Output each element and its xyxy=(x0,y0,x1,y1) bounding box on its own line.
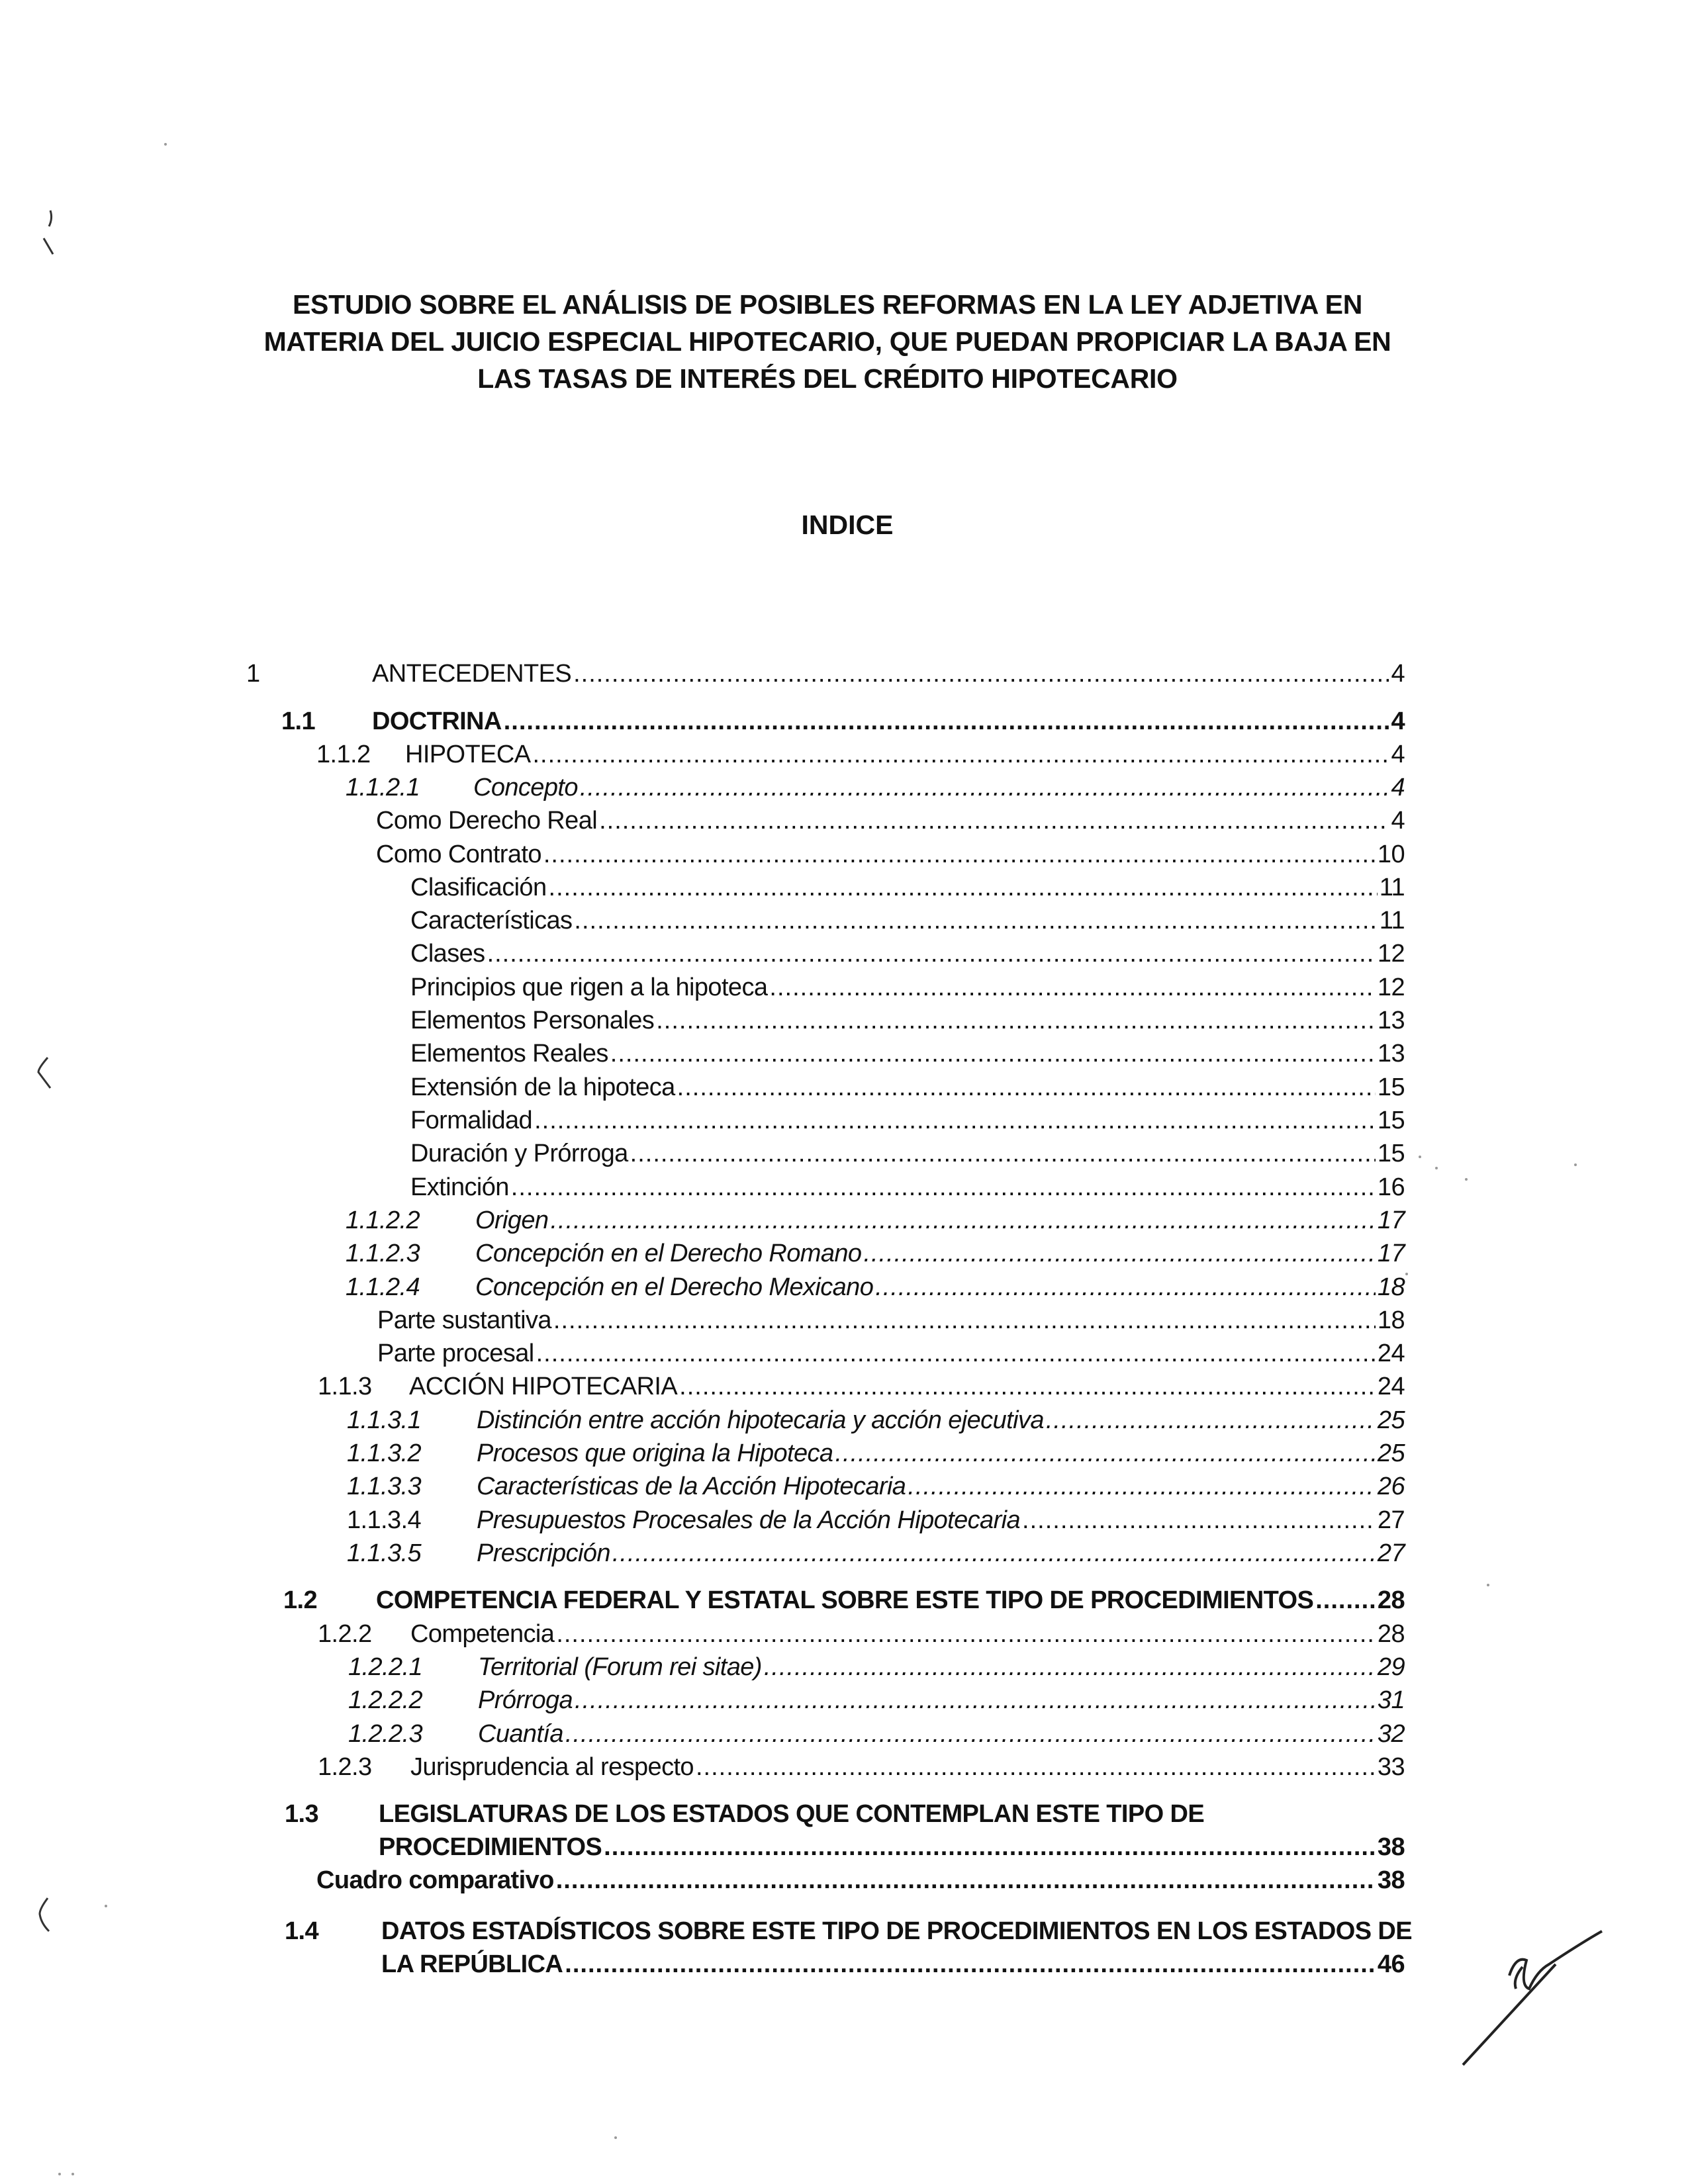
title-line-3: LAS TASAS DE INTERÉS DEL CRÉDITO HIPOTECARIO xyxy=(477,363,1178,394)
toc-page-number: 46 xyxy=(1377,1950,1405,1978)
toc-page-number: 11 xyxy=(1379,874,1405,901)
toc-label: ANTECEDENTES xyxy=(372,660,572,688)
toc-label: Presupuestos Procesales de la Acción Hipotecaria xyxy=(477,1506,1021,1534)
toc-number: 1.2 xyxy=(283,1586,318,1614)
scan-speck xyxy=(58,143,1577,2175)
toc-label: Concepto xyxy=(473,774,578,801)
toc-number: 1.2.2 xyxy=(318,1620,372,1648)
toc-page-number: 10 xyxy=(1377,841,1405,868)
toc-page-number: 33 xyxy=(1377,1753,1405,1781)
toc-page-number: 13 xyxy=(1377,1040,1405,1068)
toc-number: 1.1.3.2 xyxy=(347,1439,422,1467)
toc-label: DOCTRINA xyxy=(372,707,502,735)
toc-label: HIPOTECA xyxy=(405,741,531,768)
toc-number: 1.1.2 xyxy=(316,741,371,768)
toc-label: Elementos Personales xyxy=(410,1007,655,1034)
toc-page-number: 38 xyxy=(1377,1866,1405,1894)
toc-page-number: 18 xyxy=(1377,1306,1405,1334)
toc-label: Duración y Prórroga xyxy=(410,1140,628,1167)
toc-label-line-1: LEGISLATURAS DE LOS ESTADOS QUE CONTEMPLAN ESTE TIPO DE xyxy=(379,1800,1205,1828)
toc-label: Clases xyxy=(410,940,485,968)
toc-label: Competencia xyxy=(410,1620,555,1648)
toc-label: Clasificación xyxy=(410,874,547,901)
toc-page-number: 31 xyxy=(1377,1686,1405,1714)
title-line-2: MATERIA DEL JUICIO ESPECIAL HIPOTECARIO, QUE PUEDAN PROPICIAR LA BAJA EN xyxy=(263,326,1391,357)
toc-page-number: 27 xyxy=(1377,1539,1405,1567)
toc-label: Como Derecho Real xyxy=(376,807,598,835)
toc-number: 1.2.3 xyxy=(318,1753,372,1781)
toc-number: 1.1.2.1 xyxy=(346,774,420,801)
toc-label: Prescripción xyxy=(477,1539,610,1567)
title-line-1: ESTUDIO SOBRE EL ANÁLISIS DE POSIBLES REFORMAS EN LA LEY ADJETIVA EN xyxy=(292,289,1363,320)
toc-page-number: 27 xyxy=(1377,1506,1405,1534)
toc-number: 1.1.3.4 xyxy=(347,1506,422,1534)
toc-label: Extinción xyxy=(410,1173,509,1201)
toc-page-number: 18 xyxy=(1377,1273,1405,1301)
toc-page-number: 25 xyxy=(1377,1439,1405,1467)
toc-label: Concepción en el Derecho Mexicano xyxy=(475,1273,874,1301)
toc-page-number: 24 xyxy=(1377,1373,1405,1400)
toc-label: Origen xyxy=(475,1206,549,1234)
toc-label-line-1: DATOS ESTADÍSTICOS SOBRE ESTE TIPO DE PROCEDIMIENTOS EN LOS ESTADOS DE xyxy=(381,1917,1413,1945)
index-heading: INDICE xyxy=(801,510,894,540)
toc-page-number: 15 xyxy=(1377,1140,1405,1167)
toc-number: 1.1.3.3 xyxy=(347,1473,422,1500)
toc-page-number: 11 xyxy=(1379,907,1405,934)
toc-page-number: 32 xyxy=(1377,1720,1405,1748)
toc-label: Procesos que origina la Hipoteca xyxy=(477,1439,833,1467)
toc-label: Distinción entre acción hipotecaria y acción ejecutiva xyxy=(477,1406,1044,1434)
toc-number: 1.4 xyxy=(285,1917,319,1945)
toc-page-number: 12 xyxy=(1377,940,1405,968)
toc-label: ACCIÓN HIPOTECARIA xyxy=(409,1373,678,1400)
toc-page-number: 13 xyxy=(1377,1007,1405,1034)
toc-label: COMPETENCIA FEDERAL Y ESTATAL SOBRE ESTE TIPO DE PROCEDIMIENTOS xyxy=(376,1586,1314,1614)
toc-label: Parte sustantiva xyxy=(377,1306,551,1334)
signature-icon xyxy=(1463,1931,1602,2065)
toc-label: Principios que rigen a la hipoteca xyxy=(410,974,768,1001)
toc-page-number: 29 xyxy=(1377,1653,1405,1681)
toc-label: Elementos Reales xyxy=(410,1040,608,1068)
toc-number: 1.2.2.1 xyxy=(348,1653,423,1681)
toc-number: 1 xyxy=(246,660,260,688)
toc-label: Extensión de la hipoteca xyxy=(410,1073,675,1101)
toc-number: 1.1 xyxy=(281,707,316,735)
toc-number: 1.1.2.2 xyxy=(346,1206,420,1234)
toc-page-number: 17 xyxy=(1377,1206,1405,1234)
toc-page-number: 4 xyxy=(1391,660,1405,688)
toc-number: 1.1.3.5 xyxy=(347,1539,422,1567)
toc-page-number: 4 xyxy=(1391,774,1405,801)
toc-number: 1.1.3 xyxy=(318,1373,372,1400)
toc-page-number: 15 xyxy=(1377,1073,1405,1101)
toc-label: PROCEDIMIENTOS xyxy=(379,1833,602,1861)
toc-label: Características xyxy=(410,907,573,934)
toc-page-number: 4 xyxy=(1391,707,1405,735)
toc-number: 1.2.2.2 xyxy=(348,1686,423,1714)
toc-page-number: 16 xyxy=(1377,1173,1405,1201)
toc-number: 1.1.2.4 xyxy=(346,1273,420,1301)
toc-label: Cuadro comparativo xyxy=(316,1866,554,1894)
toc-number: 1.2.2.3 xyxy=(348,1720,423,1748)
toc-page-number: 4 xyxy=(1391,741,1405,768)
toc-page-number: 38 xyxy=(1377,1833,1405,1861)
toc-page-number: 4 xyxy=(1391,807,1405,835)
toc-page-number: 25 xyxy=(1377,1406,1405,1434)
toc-page-number: 28 xyxy=(1377,1586,1405,1614)
toc-page-number: 17 xyxy=(1377,1240,1405,1267)
toc-page-number: 28 xyxy=(1377,1620,1405,1648)
toc-number: 1.3 xyxy=(285,1800,319,1828)
toc-label: Prórroga xyxy=(478,1686,573,1714)
toc-label: LA REPÚBLICA xyxy=(381,1950,563,1978)
toc-label: Territorial (Forum rei sitae) xyxy=(478,1653,762,1681)
toc-number: 1.1.2.3 xyxy=(346,1240,420,1267)
toc-page-number: 12 xyxy=(1377,974,1405,1001)
toc-label: Como Contrato xyxy=(376,841,541,868)
toc-label: Formalidad xyxy=(410,1107,533,1134)
toc-label: Concepción en el Derecho Romano xyxy=(475,1240,862,1267)
toc-page-number: 15 xyxy=(1377,1107,1405,1134)
margin-pen-mark xyxy=(38,210,53,1931)
toc-page-number: 24 xyxy=(1377,1340,1405,1367)
toc-label: Parte procesal xyxy=(377,1340,534,1367)
toc-label: Jurisprudencia al respecto xyxy=(410,1753,694,1781)
toc-label: Características de la Acción Hipotecaria xyxy=(477,1473,906,1500)
toc-page-number: 26 xyxy=(1377,1473,1405,1500)
toc-number: 1.1.3.1 xyxy=(347,1406,422,1434)
toc-label: Cuantía xyxy=(478,1720,563,1748)
